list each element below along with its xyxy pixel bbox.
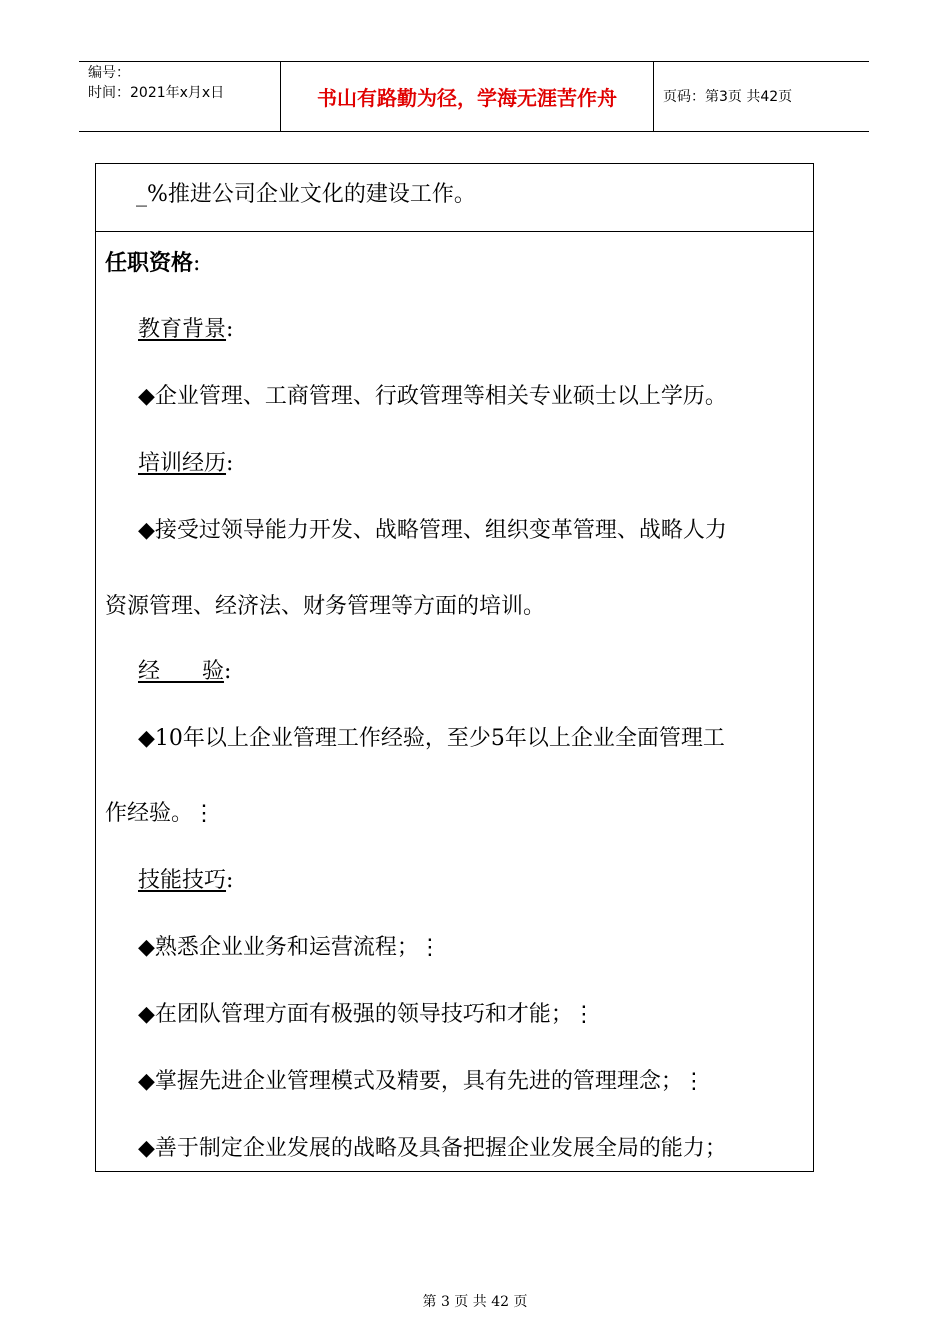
experience-heading-text: 经 验 <box>138 659 224 684</box>
education-item: ◆企业管理、工商管理、行政管理等相关专业硕士以上学历。 <box>138 384 727 409</box>
header-page-number: 页码：第3页 共42页 <box>663 89 793 105</box>
job-description-table <box>95 163 814 1172</box>
qualifications-title <box>105 251 200 277</box>
header-middle-cell <box>281 62 654 131</box>
education-heading <box>138 317 233 343</box>
skills-item-4: ◆善于制定企业发展的战略及具备把握企业发展全局的能力； <box>138 1136 727 1161</box>
training-heading-colon: : <box>226 451 234 476</box>
experience-item-line1: ◆10年以上企业管理工作经验，至少5年以上企业全面管理工 <box>138 726 725 751</box>
skills-item-1: ◆熟悉企业业务和运营流程；⋮ <box>138 935 441 960</box>
training-item-line1: ◆接受过领导能力开发、战略管理、组织变革管理、战略人力 <box>138 518 727 543</box>
page-footer: 第 3 页 共 42 页 <box>422 1294 528 1310</box>
qualifications-title-colon: : <box>193 251 201 276</box>
header-right-cell <box>654 62 869 131</box>
training-heading <box>138 451 233 477</box>
skills-item-3: ◆掌握先进企业管理模式及精要，具有先进的管理理念；⋮ <box>138 1069 705 1094</box>
training-heading-text: 培训经历 <box>138 451 227 476</box>
experience-item-line2: 作经验。⋮ <box>105 801 216 826</box>
training-item-line2: 资源管理、经济法、财务管理等方面的培训。 <box>105 594 546 619</box>
skills-heading-colon: : <box>226 868 234 893</box>
education-heading-colon: : <box>226 317 234 342</box>
skills-item-2: ◆在团队管理方面有极强的领导技巧和才能；⋮ <box>138 1002 595 1027</box>
skills-heading-text: 技能技巧 <box>138 868 227 893</box>
header-left-cell <box>79 62 281 131</box>
experience-heading-colon: : <box>223 659 232 684</box>
page-header <box>79 61 869 132</box>
document-time-label: 时间：2021年x月x日 <box>88 85 225 101</box>
education-heading-text: 教育背景 <box>138 317 227 342</box>
experience-heading <box>138 659 231 685</box>
table-row-divider <box>96 231 813 232</box>
qualifications-title-text: 任职资格 <box>105 251 194 276</box>
header-motto: 书山有路勤为径，学海无涯苦作舟 <box>317 86 617 110</box>
document-number-label: 编号： <box>88 65 130 81</box>
skills-heading <box>138 868 233 894</box>
top-row-text: _%推进公司企业文化的建设工作。 <box>136 182 476 207</box>
